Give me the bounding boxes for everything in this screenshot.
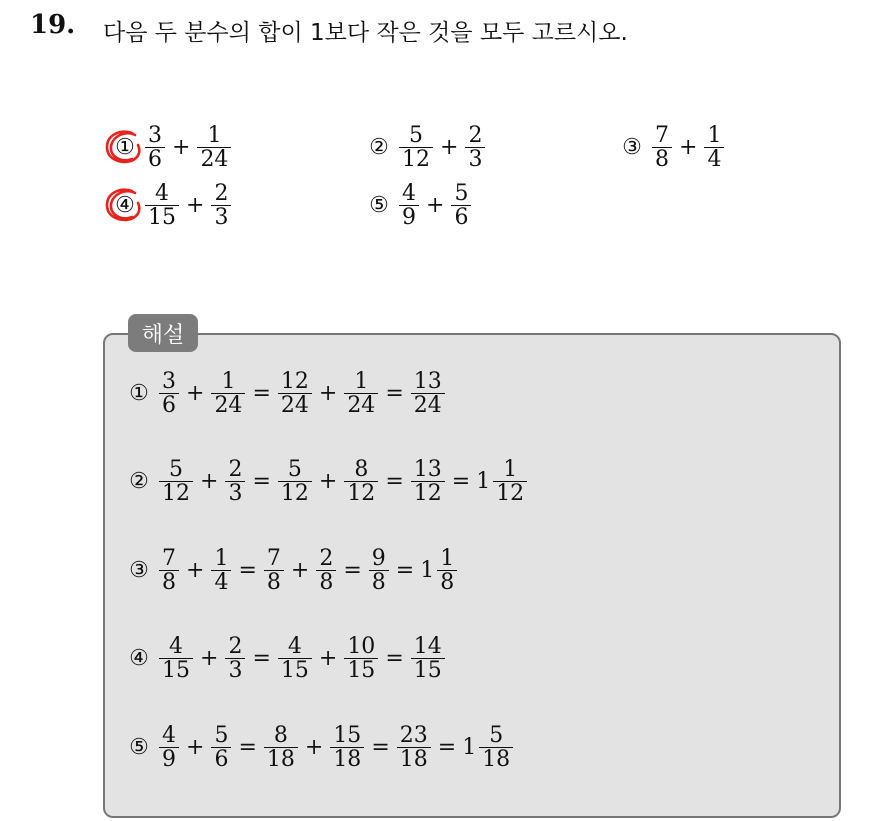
denominator: 12: [159, 481, 193, 505]
denominator: 3: [211, 205, 231, 229]
fraction: [159, 458, 193, 505]
equals-sign: =: [238, 735, 257, 761]
fraction: [145, 182, 179, 229]
fraction: [411, 635, 445, 682]
denominator: 3: [225, 658, 245, 682]
equals-sign: =: [451, 469, 471, 495]
fraction: [652, 124, 672, 171]
fraction: [330, 724, 364, 771]
fraction: [211, 370, 245, 417]
denominator: 8: [159, 570, 179, 594]
fraction: [278, 370, 312, 417]
plus-sign: +: [186, 735, 205, 761]
fraction: [211, 724, 231, 771]
solution-line-1: [122, 370, 448, 417]
option-5[interactable]: [362, 182, 474, 229]
fraction: [399, 124, 433, 171]
numerator: 10: [347, 634, 376, 659]
option-number: ③: [622, 135, 642, 161]
fraction: [437, 547, 457, 594]
numerator: 15: [333, 723, 362, 748]
numerator: 2: [228, 457, 243, 482]
denominator: 8: [369, 570, 389, 594]
option-1[interactable]: [108, 124, 234, 171]
plus-sign: +: [172, 135, 191, 161]
fraction: [264, 724, 298, 771]
numerator: 4: [169, 634, 183, 659]
denominator: 4: [704, 147, 724, 171]
denominator: 6: [451, 205, 471, 229]
equals-sign: =: [252, 646, 271, 672]
fraction: [451, 182, 471, 229]
plus-sign: +: [186, 193, 205, 219]
solution-line-5: [122, 724, 516, 771]
numerator: 4: [162, 723, 176, 748]
fraction: [225, 458, 245, 505]
fraction: [344, 370, 378, 417]
plus-sign: +: [318, 381, 338, 407]
denominator: 18: [397, 747, 431, 771]
numerator: 4: [402, 181, 416, 206]
numerator: 8: [273, 723, 288, 748]
fraction: [344, 458, 378, 505]
fraction: [264, 547, 284, 594]
plus-sign: +: [200, 646, 219, 672]
plus-sign: +: [290, 558, 310, 584]
denominator: 15: [344, 658, 378, 682]
numerator: 1: [354, 369, 369, 394]
denominator: 18: [479, 747, 513, 771]
fraction: [493, 458, 527, 505]
question-number: 19.: [30, 10, 76, 40]
denominator: 12: [399, 147, 433, 171]
numerator: 5: [287, 457, 302, 482]
numerator: 14: [413, 634, 442, 659]
equals-sign: =: [385, 646, 404, 672]
numerator: 3: [148, 123, 162, 148]
plus-sign: +: [304, 735, 324, 761]
numerator: 2: [319, 546, 334, 571]
denominator: 24: [278, 393, 312, 417]
numerator: 2: [468, 123, 483, 148]
option-2[interactable]: [362, 124, 488, 171]
fraction: [369, 547, 389, 594]
numerator: 4: [287, 634, 302, 659]
denominator: 12: [278, 481, 312, 505]
plus-sign: +: [186, 558, 205, 584]
denominator: 8: [316, 570, 336, 594]
mixed-whole: 1: [476, 469, 491, 495]
fraction: [211, 182, 231, 229]
denominator: 12: [411, 481, 445, 505]
denominator: 9: [159, 747, 179, 771]
fraction: [159, 547, 179, 594]
denominator: 4: [211, 570, 231, 594]
plus-sign: +: [440, 135, 459, 161]
fraction: [704, 124, 724, 171]
numerator: 4: [155, 181, 169, 206]
fraction: [479, 724, 513, 771]
equals-sign: =: [238, 558, 257, 584]
plus-sign: +: [200, 469, 219, 495]
numerator: 7: [162, 546, 176, 571]
fraction: [211, 547, 231, 594]
solution-line-4: [122, 635, 448, 682]
solution-line-3: [122, 547, 460, 594]
numerator: 3: [162, 369, 176, 394]
equals-sign: =: [252, 381, 271, 407]
option-3[interactable]: [615, 124, 727, 171]
denominator: 8: [437, 570, 457, 594]
equals-sign: =: [395, 558, 415, 584]
denominator: 8: [652, 147, 672, 171]
denominator: 6: [145, 147, 165, 171]
denominator: 12: [493, 481, 527, 505]
question-text: 다음 두 분수의 합이 1보다 작은 것을 모두 고르시오.: [103, 20, 628, 46]
numerator: 1: [707, 123, 722, 148]
numerator: 1: [221, 369, 236, 394]
option-number: ⑤: [369, 193, 389, 219]
solution-number: ④: [129, 646, 149, 672]
plus-sign: +: [186, 381, 205, 407]
denominator: 24: [211, 393, 245, 417]
numerator: 2: [228, 634, 243, 659]
numerator: 7: [266, 546, 281, 571]
red-circle-mark: [102, 127, 146, 167]
denominator: 6: [211, 747, 231, 771]
denominator: 15: [278, 658, 312, 682]
fraction: [411, 458, 445, 505]
denominator: 18: [264, 747, 298, 771]
numerator: 1: [503, 457, 518, 482]
numerator: 5: [454, 181, 469, 206]
equals-sign: =: [343, 558, 362, 584]
fraction: [145, 124, 165, 171]
option-number: ②: [369, 135, 389, 161]
fraction: [344, 635, 378, 682]
option-number: ①: [108, 135, 142, 160]
plus-sign: +: [679, 135, 698, 161]
numerator: 5: [214, 723, 229, 748]
equals-sign: =: [385, 381, 404, 407]
numerator: 7: [655, 123, 669, 148]
numerator: 5: [169, 457, 183, 482]
denominator: 6: [159, 393, 179, 417]
denominator: 15: [411, 658, 445, 682]
numerator: 13: [413, 457, 442, 482]
solution-number: ②: [129, 469, 149, 495]
red-circle-mark: [102, 185, 146, 225]
fraction: [397, 724, 431, 771]
equals-sign: =: [385, 469, 404, 495]
option-number: ④: [108, 193, 142, 218]
denominator: 18: [330, 747, 364, 771]
mixed-whole: 1: [462, 735, 477, 761]
solution-number: ①: [129, 381, 149, 407]
fraction: [465, 124, 485, 171]
numerator: 23: [399, 723, 428, 748]
fraction: [225, 635, 245, 682]
mixed-whole: 1: [420, 558, 435, 584]
fraction: [159, 635, 193, 682]
fraction: [278, 458, 312, 505]
fraction: [159, 724, 179, 771]
numerator: 8: [354, 457, 369, 482]
option-4[interactable]: [108, 182, 234, 229]
fraction: [399, 182, 419, 229]
denominator: 12: [344, 481, 378, 505]
fraction: [278, 635, 312, 682]
solution-label: 해설: [128, 314, 198, 352]
denominator: 15: [145, 205, 179, 229]
plus-sign: +: [426, 193, 445, 219]
numerator: 1: [207, 123, 222, 148]
numerator: 12: [280, 369, 309, 394]
numerator: 1: [214, 546, 229, 571]
plus-sign: +: [318, 469, 338, 495]
denominator: 24: [344, 393, 378, 417]
fraction: [411, 370, 445, 417]
fraction: [197, 124, 231, 171]
fraction: [159, 370, 179, 417]
fraction: [316, 547, 336, 594]
solution-number: ③: [129, 558, 149, 584]
denominator: 15: [159, 658, 193, 682]
denominator: 9: [399, 205, 419, 229]
denominator: 3: [465, 147, 485, 171]
solution-number: ⑤: [129, 735, 149, 761]
numerator: 13: [413, 369, 442, 394]
plus-sign: +: [318, 646, 338, 672]
equals-sign: =: [371, 735, 390, 761]
numerator: 9: [371, 546, 386, 571]
numerator: 5: [409, 123, 423, 148]
denominator: 24: [411, 393, 445, 417]
equals-sign: =: [252, 469, 271, 495]
denominator: 8: [264, 570, 284, 594]
denominator: 3: [225, 481, 245, 505]
numerator: 5: [489, 723, 504, 748]
numerator: 2: [214, 181, 229, 206]
numerator: 1: [440, 546, 455, 571]
equals-sign: =: [437, 735, 457, 761]
solution-line-2: [122, 458, 530, 505]
denominator: 24: [197, 147, 231, 171]
